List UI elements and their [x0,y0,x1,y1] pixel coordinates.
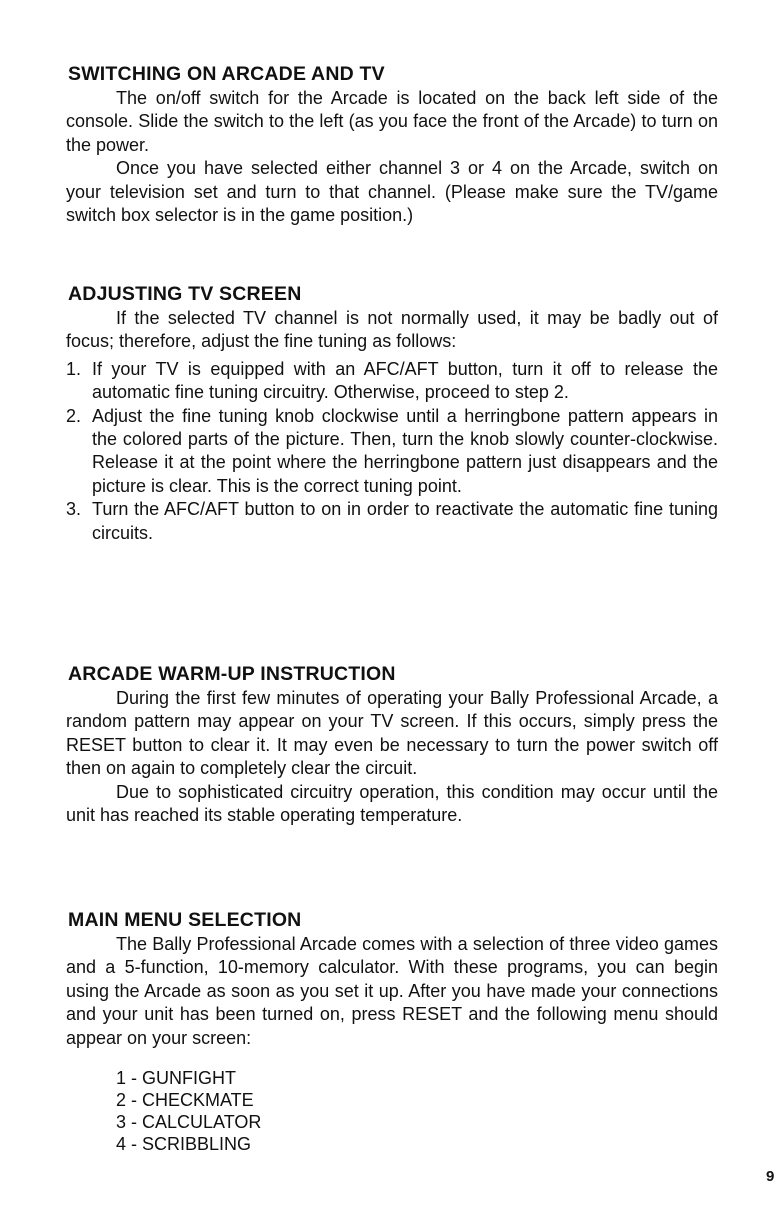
step-number: 3. [66,499,82,520]
paragraph: Once you have selected either channel 3 or 4 on the Arcade, switch on your television set and turn to that channel. (Please make sure the TV/game switch box selector is in the game position.) [66,158,718,226]
step-text: Adjust the fine tuning knob clockwise until a herringbone pattern appears in the colored parts of the picture. Then, turn the knob slowly counter-clockwise. Release it at the point where the herringbone pattern just disappears and the picture is clear. This is the correct tuning point. [92,405,718,496]
section-adjusting-tv [66,282,718,545]
paragraph: Due to sophisticated circuitry operation, this condition may occur until the unit has reached its stable operating temperature. [66,781,718,826]
tuning-steps-list [66,358,718,545]
menu-item-scribbling: 4 - SCRIBBLING [116,1134,252,1154]
menu-item-checkmate: 2 - CHECKMATE [116,1090,254,1110]
paragraph: The on/off switch for the Arcade is located on the back left side of the console. Slide the switch to the left (as you face the front of the Arcade) to turn on the power. [66,88,718,155]
tuning-step [66,358,718,405]
tuning-step [66,405,718,499]
paragraph: The Bally Professional Arcade comes with a selection of three video games and a 5-function, 10-memory calculator. With these programs, you can begin using the Arcade as soon as you set it up. After you have made your connections and your unit has been turned on, press RESET and the following menu should appear on your screen: [66,934,718,1048]
step-text: Turn the AFC/AFT button to on in order to reactivate the automatic fine tuning circuits. [92,499,718,543]
section-heading: ADJUSTING TV SCREEN [68,283,302,305]
section-heading: MAIN MENU SELECTION [68,909,302,931]
paragraph: If the selected TV channel is not normally used, it may be badly out of focus; therefore, adjust the fine tuning as follows: [66,308,718,352]
section-heading: ARCADE WARM-UP INSTRUCTION [68,663,396,685]
section-warm-up [66,662,718,827]
section-main-menu [66,908,718,1050]
menu-item-gunfight: 1 - GUNFIGHT [116,1068,236,1088]
menu-item-calculator: 3 - CALCULATOR [116,1112,262,1132]
section-heading: SWITCHING ON ARCADE AND TV [68,63,385,85]
step-number: 2. [66,405,82,426]
step-text: If your TV is equipped with an AFC/AFT button, turn it off to release the automatic fine tuning circuitry. Otherwise, proceed to step 2. [92,358,718,403]
paragraph: During the first few minutes of operating your Bally Professional Arcade, a random pattern may appear on your TV screen. If this occurs, simply press the RESET button to clear it. It may even be necessary to turn the power switch off then on again to completely clear the circuit. [66,688,718,779]
page-number: 9 [766,1168,775,1185]
section-switching-on [66,62,718,227]
main-menu-list [116,1067,261,1155]
tuning-step [66,498,718,545]
step-number: 1. [66,358,82,379]
manual-page [66,0,775,1212]
